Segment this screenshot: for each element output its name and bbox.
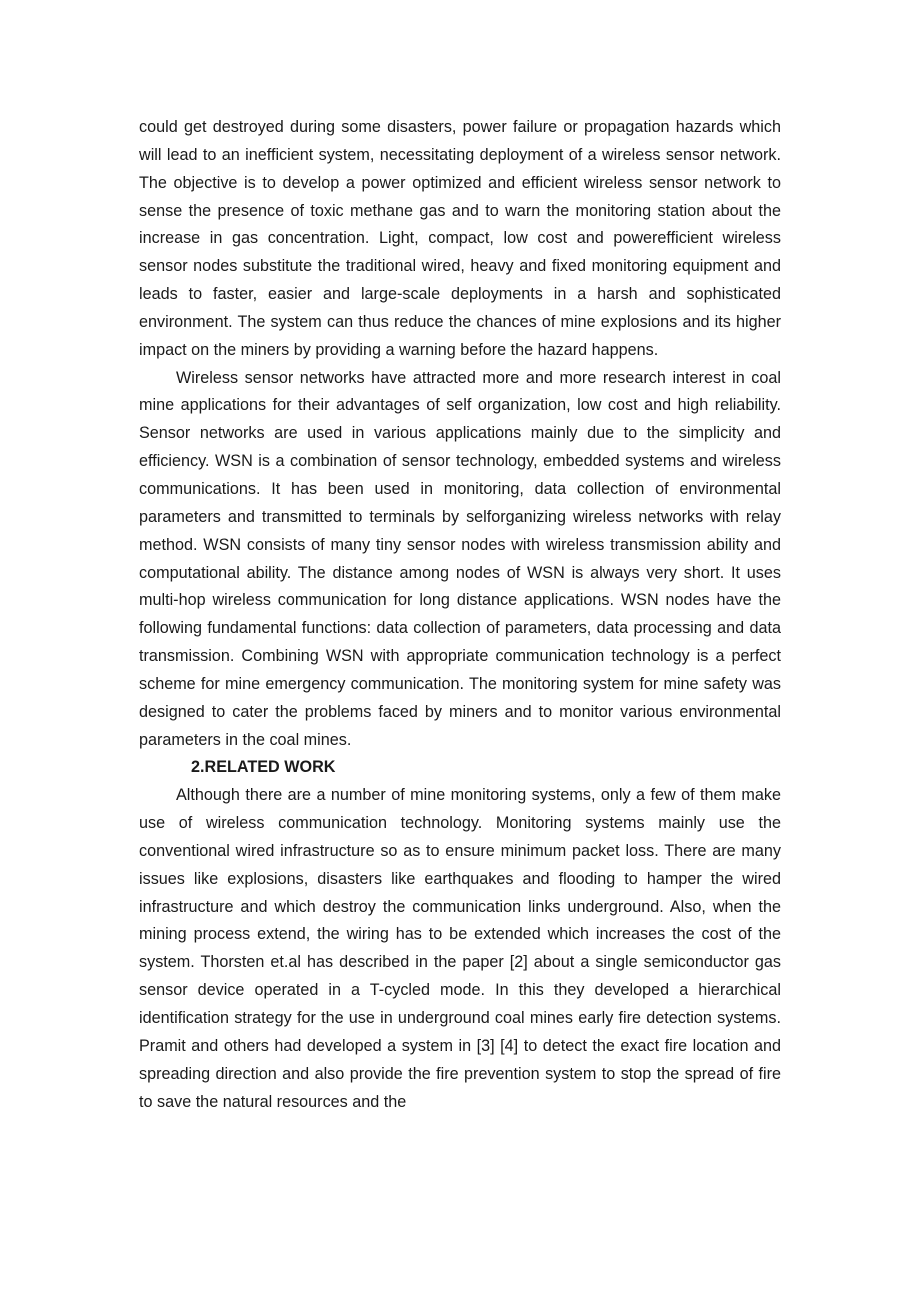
section-heading-related-work: 2.RELATED WORK — [191, 758, 336, 777]
document-page — [139, 114, 781, 1116]
paragraph-wsn-overview: Wireless sensor networks have attracted more and more research interest in coal mine applications for their advantages of self organization, low cost and high reliability. Sensor networks are used in various applications mainly due to the simplicity and efficiency. WSN is a combination of sensor technology, embedded systems and wireless communications. It has been used in monitoring, data collection of environmental parameters and transmitted to terminals by selforganizing wireless networks with relay method. WSN consists of many tiny sensor nodes with wireless transmission ability and computational ability. The distance among nodes of WSN is always very short. It uses multi-hop wireless communication for long distance applications. WSN nodes have the following fundamental functions: data collection of parameters, data processing and data transmission. Combining WSN with appropriate communication technology is a perfect scheme for mine emergency communication. The monitoring system for mine safety was designed to cater the problems faced by miners and to monitor various environmental parameters in the coal mines. — [139, 368, 781, 749]
paragraph-intro-continuation: could get destroyed during some disasters, power failure or propagation hazards which will lead to an inefficient system, necessitating deployment of a wireless sensor network. The objective is to develop a power optimized and efficient wireless sensor network to sense the presence of toxic methane gas and to warn the monitoring station about the increase in gas concentration. Light, compact, low cost and powerefficient wireless sensor nodes substitute the traditional wired, heavy and fixed monitoring equipment and leads to faster, easier and large-scale deployments in a harsh and sophisticated environment. The system can thus reduce the chances of mine explosions and its higher impact on the miners by providing a warning before the hazard happens. — [139, 118, 781, 359]
paragraph-related-work: Although there are a number of mine monitoring systems, only a few of them make use of wireless communication technology. Monitoring systems mainly use the conventional wired infrastructure so as to ensure minimum packet loss. There are many issues like explosions, disasters like earthquakes and flooding to hamper the wired infrastructure and which destroy the communication links underground. Also, when the mining process extend, the wiring has to be extended which increases the cost of the system. Thorsten et.al has described in the paper [2] about a single semiconductor gas sensor device operated in a T-cycled mode. In this they developed a hierarchical identification strategy for the use in underground coal mines early fire detection systems. Pramit and others had developed a system in [3] [4] to detect the exact fire location and spreading direction and also provide the fire prevention system to stop the spread of fire to save the natural resources and the — [139, 786, 781, 1111]
